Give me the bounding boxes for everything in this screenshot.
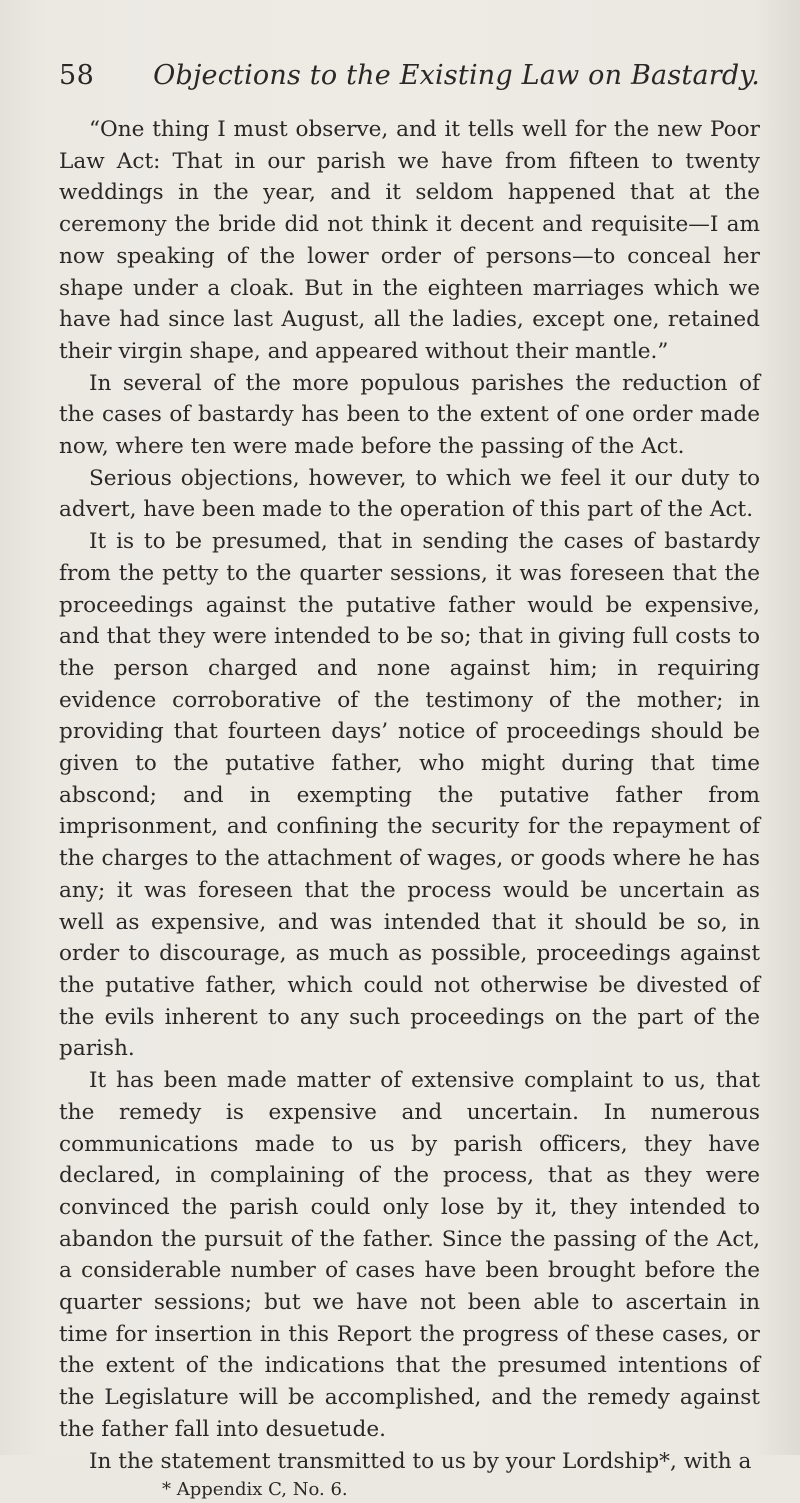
paragraph-objections: Serious objections, however, to which we feel it our duty to advert, have been made to the operation of this part of the Act.: [59, 465, 760, 523]
footnote: * Appendix C, No. 6.: [162, 1479, 348, 1501]
running-title: Objections to the Existing Law on Bastardy.: [153, 60, 760, 91]
page-header: [59, 60, 760, 104]
paragraph-complaint: It has been made matter of extensive complaint to us, that the remedy is expensive and uncertain. In numerous communications made to us by parish officers, they have declared, in complaining of the process, that as they were convinced the parish could only lose by it, they intended to abandon the pursuit of the father. Since the passing of the Act, a considerable number of cases have been brought before the quarter sessions; but we have not been able to ascertain in time for insertion in this Report the progress of these cases, or the extent of the indications that the presumed intentions of the Legislature will be accomplished, and the remedy against the father fall into desuetude.: [59, 1068, 760, 1442]
paragraph-reduction: In several of the more populous parishes the reduction of the cases of bastardy has been to the extent of one order made now, where ten were made before the passing of the Act.: [59, 370, 760, 460]
paragraph-statement: In the statement transmitted to us by your Lordship*, with a: [89, 1448, 752, 1474]
page-number: 58: [59, 60, 95, 91]
body-text: [59, 114, 760, 1477]
paragraph-quote: “One thing I must observe, and it tells well for the new Poor Law Act: That in our parish we have from fifteen to twenty weddings in the year, and it seldom happened that at the ceremony the bride did not think it decent and requisite—I am now speaking of the lower order of persons—to conceal her shape under a cloak. But in the eighteen marriages which we have had since last August, all the ladies, except one, retained their virgin shape, and appeared without their mantle.”: [59, 117, 760, 364]
paragraph-presumed: It is to be presumed, that in sending the cases of bastardy from the petty to the quarter sessions, it was foreseen that the proceedings against the putative father would be expensive, and that they were intended to be so; that in giving full costs to the person charged and none against him; in requiring evidence corroborative of the testimony of the mother; in providing that fourteen days’ notice of proceedings should be given to the putative father, who might during that time abscond; and in exempting the putative father from imprisonment, and confining the security for the repayment of the charges to the attachment of wages, or goods where he has any; it was foreseen that the process would be uncertain as well as expensive, and was intended that it should be so, in order to discourage, as much as possible, proceedings against the putative father, which could not otherwise be divested of the evils inherent to any such proceedings on the part of the parish.: [59, 529, 760, 1062]
